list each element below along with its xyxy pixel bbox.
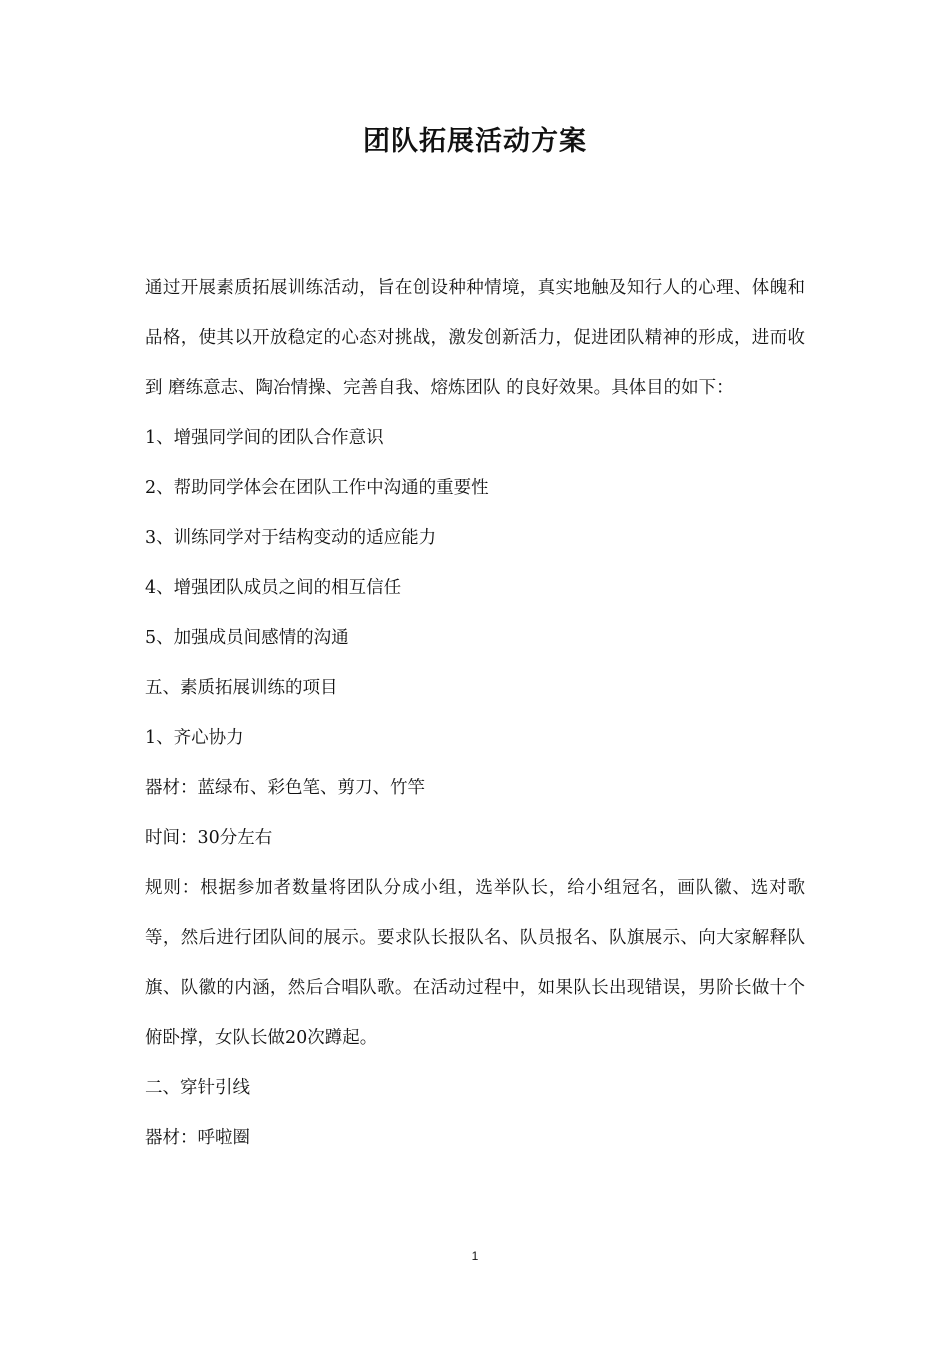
activity-1-rules: 规则：根据参加者数量将团队分成小组，选举队长，给小组冠名，画队徽、选对歌等，然后进行团队间的展示。要求队长报队名、队员报名、队旗展示、向大家解释队旗、队徽的内涵，然后合唱队歌。在活动过程中，如果队长出现错误，男阶长做十个俯卧撑，女队长做20次蹲起。 <box>145 878 805 1048</box>
activity-1-equipment: 器材：蓝绿布、彩色笔、剪刀、竹竿 <box>145 778 425 798</box>
page-number: 1 <box>471 1249 479 1263</box>
document-body <box>145 263 805 1163</box>
activity-2-equipment: 器材：呼啦圈 <box>145 1128 250 1148</box>
objective-1: 1、增强同学间的团队合作意识 <box>145 428 384 448</box>
objective-5: 5、加强成员间感情的沟通 <box>145 628 349 648</box>
activity-1-time: 时间：30分左右 <box>145 828 273 848</box>
objective-3: 3、训练同学对于结构变动的适应能力 <box>145 528 437 548</box>
objective-4: 4、增强团队成员之间的相互信任 <box>145 578 402 598</box>
activity-1-title: 1、齐心协力 <box>145 728 244 748</box>
activity-2-title: 二、穿针引线 <box>145 1078 250 1098</box>
intro-paragraph: 通过开展素质拓展训练活动，旨在创设种种情境，真实地触及知行人的心理、体魄和品格，使其以开放稳定的心态对挑战，激发创新活力，促进团队精神的形成，进而收到 磨练意志、陶冶情操、完善自我、熔炼团队 的良好效果。具体目的如下： <box>145 278 805 398</box>
objective-2: 2、帮助同学体会在团队工作中沟通的重要性 <box>145 478 489 498</box>
section-heading: 五、素质拓展训练的项目 <box>145 678 338 698</box>
document-title: 团队拓展活动方案 <box>363 126 587 157</box>
